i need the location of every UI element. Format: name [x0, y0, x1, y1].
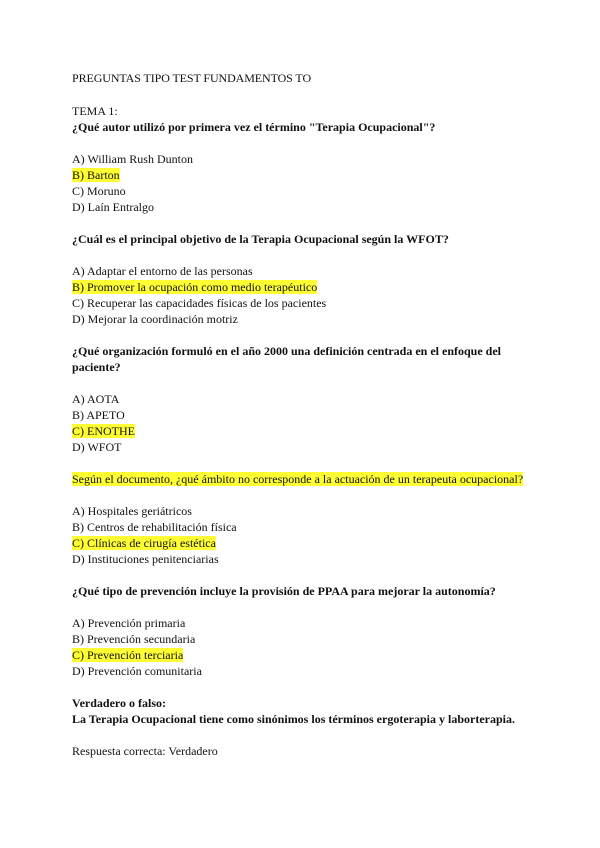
question-2: ¿Cuál es el principal objetivo de la Terapia Ocupacional según la WFOT? — [72, 232, 449, 246]
spacer — [72, 247, 542, 263]
option-1b — [72, 167, 542, 183]
option-4b — [72, 519, 542, 535]
question-3: ¿Qué organización formuló en el año 2000 una definición centrada en el enfoque del paciente? — [72, 344, 501, 374]
option-4a — [72, 503, 542, 519]
option-2c — [72, 295, 542, 311]
option-2a — [72, 263, 542, 279]
spacer — [72, 86, 542, 103]
option-text: A) Prevención primaria — [72, 616, 186, 630]
option-text-highlighted: B) Barton — [72, 168, 120, 182]
spacer — [72, 135, 542, 151]
option-text: A) AOTA — [72, 392, 120, 406]
option-text-highlighted: B) Promover la ocupación como medio terapéutico — [72, 280, 318, 294]
spacer — [72, 327, 542, 343]
option-2b — [72, 279, 542, 295]
spacer — [72, 679, 542, 695]
option-text: A) Adaptar el entorno de las personas — [72, 264, 253, 278]
option-text: D) WFOT — [72, 440, 122, 454]
option-text: D) Instituciones penitenciarias — [72, 552, 219, 566]
option-text-highlighted: C) Prevención terciaria — [72, 648, 184, 662]
spacer — [72, 215, 542, 231]
option-1c — [72, 183, 542, 199]
option-text: B) APETO — [72, 408, 125, 422]
true-false-label: Verdadero o falso: — [72, 696, 166, 710]
option-5a — [72, 615, 542, 631]
spacer — [72, 455, 542, 471]
option-text: D) Prevención comunitaria — [72, 664, 202, 678]
true-false-statement: La Terapia Ocupacional tiene como sinónimos los términos ergoterapia y laborterapia. — [72, 712, 515, 726]
true-false-answer: Respuesta correcta: Verdadero — [72, 744, 218, 758]
option-text: A) Hospitales geriátricos — [72, 504, 192, 518]
option-5d — [72, 663, 542, 679]
option-1a — [72, 151, 542, 167]
spacer — [72, 487, 542, 503]
question-4 — [72, 471, 542, 487]
spacer — [72, 727, 542, 743]
option-text: C) Moruno — [72, 184, 126, 198]
option-2d — [72, 311, 542, 327]
option-3d — [72, 439, 542, 455]
option-4c — [72, 535, 542, 551]
option-text: D) Mejorar la coordinación motriz — [72, 312, 238, 326]
option-3b — [72, 407, 542, 423]
spacer — [72, 375, 542, 391]
option-5c — [72, 647, 542, 663]
option-1d — [72, 199, 542, 215]
spacer — [72, 567, 542, 583]
document-page — [72, 70, 542, 759]
spacer — [72, 599, 542, 615]
option-text-highlighted: C) ENOTHE — [72, 424, 135, 438]
option-4d — [72, 551, 542, 567]
option-3c — [72, 423, 542, 439]
option-text: D) Laín Entralgo — [72, 200, 154, 214]
option-5b — [72, 631, 542, 647]
option-text: B) Prevención secundaria — [72, 632, 196, 646]
section-label: TEMA 1: — [72, 104, 118, 118]
question-1: ¿Qué autor utilizó por primera vez el término "Terapia Ocupacional"? — [72, 120, 436, 134]
document-title: PREGUNTAS TIPO TEST FUNDAMENTOS TO — [72, 71, 312, 85]
question-text-highlighted: Según el documento, ¿qué ámbito no corresponde a la actuación de un terapeuta ocupacional? — [72, 472, 524, 486]
option-text: C) Recuperar las capacidades físicas de los pacientes — [72, 296, 327, 310]
question-5: ¿Qué tipo de prevención incluye la provisión de PPAA para mejorar la autonomía? — [72, 584, 496, 598]
option-text: A) William Rush Dunton — [72, 152, 193, 166]
option-text-highlighted: C) Clínicas de cirugía estética — [72, 536, 216, 550]
option-3a — [72, 391, 542, 407]
option-text: B) Centros de rehabilitación física — [72, 520, 237, 534]
